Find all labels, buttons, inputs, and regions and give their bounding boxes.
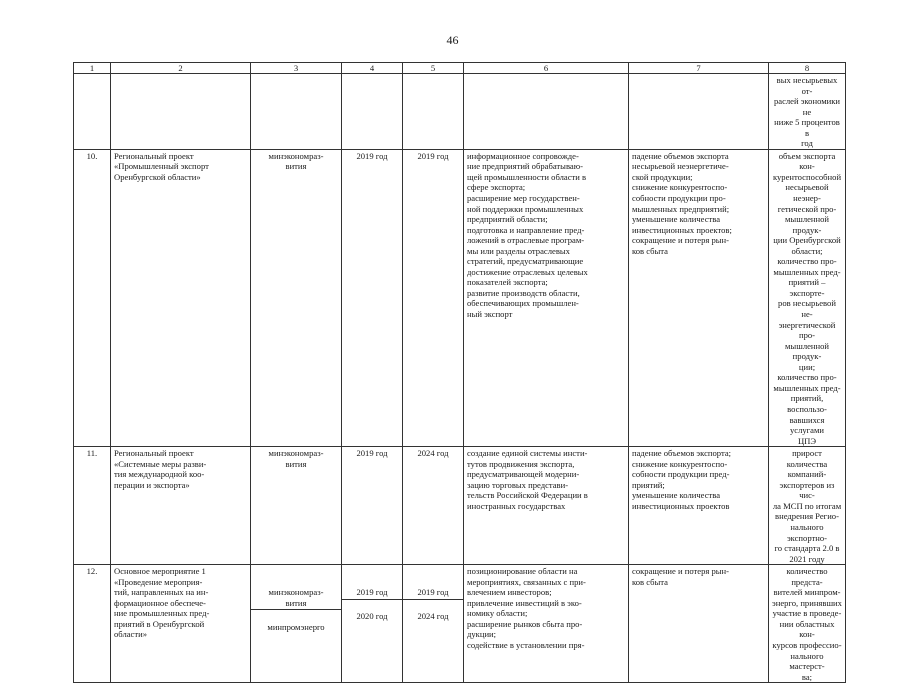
header-col-5: 5 xyxy=(403,63,464,74)
start-year-primary: 2019 год xyxy=(342,587,402,600)
cell-risks: падение объемов экспорта; снижение конкурентоспо- собности продукции пред- приятий; уменьшение количества инвестиционных проектов xyxy=(629,447,769,565)
cell-indicators: прирост количества компаний- экспортеров из чис- ла МСП по итогам внедрения Регио- нального экспортно- го стандарта 2.0 в 2021 году xyxy=(769,447,846,565)
cell-start-year xyxy=(342,565,403,683)
header-col-8: 8 xyxy=(769,63,846,74)
header-col-6: 6 xyxy=(464,63,629,74)
cell-measure-name: Основное мероприятие 1 «Проведение мероприя- тий, направленных на ин- формационное обеспече- ние промышленных пред- приятий в Оренбургской области» xyxy=(111,565,251,683)
end-year-secondary: 2024 год xyxy=(417,611,449,622)
cell-empty xyxy=(74,74,111,150)
program-table xyxy=(73,62,846,683)
start-year-secondary: 2020 год xyxy=(356,611,388,622)
header-col-1: 1 xyxy=(74,63,111,74)
cell-executor xyxy=(251,565,342,683)
cell-expected-results: создание единой системы инсти- тутов продвижения экспорта, предусматривающей модерни- зацию торговых представи- тельств Российской Федерации в иностранных государствах xyxy=(464,447,629,565)
header-col-3: 3 xyxy=(251,63,342,74)
cell-indicators: вых несырьевых от- раслей экономики не ниже 5 процентов в год xyxy=(769,74,846,150)
cell-start-year: 2019 год xyxy=(342,149,403,446)
cell-risks: падение объемов экспорта несырьевой неэнергетиче- ской продукции; снижение конкурентоспо- собности продукции про- мышленных предприятий; уменьшение количества инвестиционных проектов; сокращение и потеря рын- ков сбыта xyxy=(629,149,769,446)
cell-end-year: 2024 год xyxy=(403,447,464,565)
cell-end-year: 2019 год xyxy=(403,149,464,446)
header-row xyxy=(74,63,846,74)
cell-empty xyxy=(403,74,464,150)
header-col-4: 4 xyxy=(342,63,403,74)
cell-row-number: 12. xyxy=(74,565,111,683)
header-col-2: 2 xyxy=(111,63,251,74)
cell-row-number: 10. xyxy=(74,149,111,446)
cell-empty xyxy=(629,74,769,150)
cell-expected-results: информационное сопровожде- ние предприятий обрабатываю- щей промышленности области в сфере экспорта; расширение мер государствен- ной поддержки промышленных предприятий области; подготовка и направление пред- ложений в отраслевые програм- мы или разделы отраслевых стратегий, предусматривающие достижение отраслевых целевых показателей экспорта; развитие производств области, обеспечивающих промышлен- ный экспорт xyxy=(464,149,629,446)
cell-measure-name: Региональный проект «Системные меры разви- тия международной коо- перации и экспорта» xyxy=(111,447,251,565)
cell-empty xyxy=(342,74,403,150)
cell-expected-results: позиционирование области на мероприятиях, связанных с при- влечением инвесторов; привлечение инвестиций в эко- номику области; расширение рынков сбыта про- дукции; содействие в установлении пря- xyxy=(464,565,629,683)
cell-start-year: 2019 год xyxy=(342,447,403,565)
cell-empty xyxy=(111,74,251,150)
table-row xyxy=(74,149,846,446)
table-row xyxy=(74,565,846,683)
executor-primary: минэкономраз- вития xyxy=(251,587,341,610)
cell-executor: минэкономраз- вития xyxy=(251,447,342,565)
cell-measure-name: Региональный проект «Промышленный экспорт Оренбургской области» xyxy=(111,149,251,446)
cell-executor: минэкономраз- вития xyxy=(251,149,342,446)
cell-end-year xyxy=(403,565,464,683)
cell-empty xyxy=(251,74,342,150)
cell-indicators: количество предста- вителей минпром- энерго, принявших участие в проведе- нии областных кон- курсов профессио- нального мастерст- ва; xyxy=(769,565,846,683)
header-col-7: 7 xyxy=(629,63,769,74)
page-number: 46 xyxy=(446,33,459,47)
cell-indicators: объем экспорта кон- курентоспособной несырьевой неэнер- гетической про- мышленной продук- ции Оренбургской области; количество про- мышленных пред- приятий – экспорте- ров несырьевой не- энергетической про- мышленной продук- ции; количество про- мышленных пред- приятий, воспользо- вавшихся услугами ЦПЭ xyxy=(769,149,846,446)
table-row-continuation xyxy=(74,74,846,150)
cell-row-number: 11. xyxy=(74,447,111,565)
executor-secondary: минпромэнерго xyxy=(267,621,325,632)
cell-risks: сокращение и потеря рын- ков сбыта xyxy=(629,565,769,683)
cell-empty xyxy=(464,74,629,150)
table-row xyxy=(74,447,846,565)
end-year-primary: 2019 год xyxy=(403,587,463,600)
